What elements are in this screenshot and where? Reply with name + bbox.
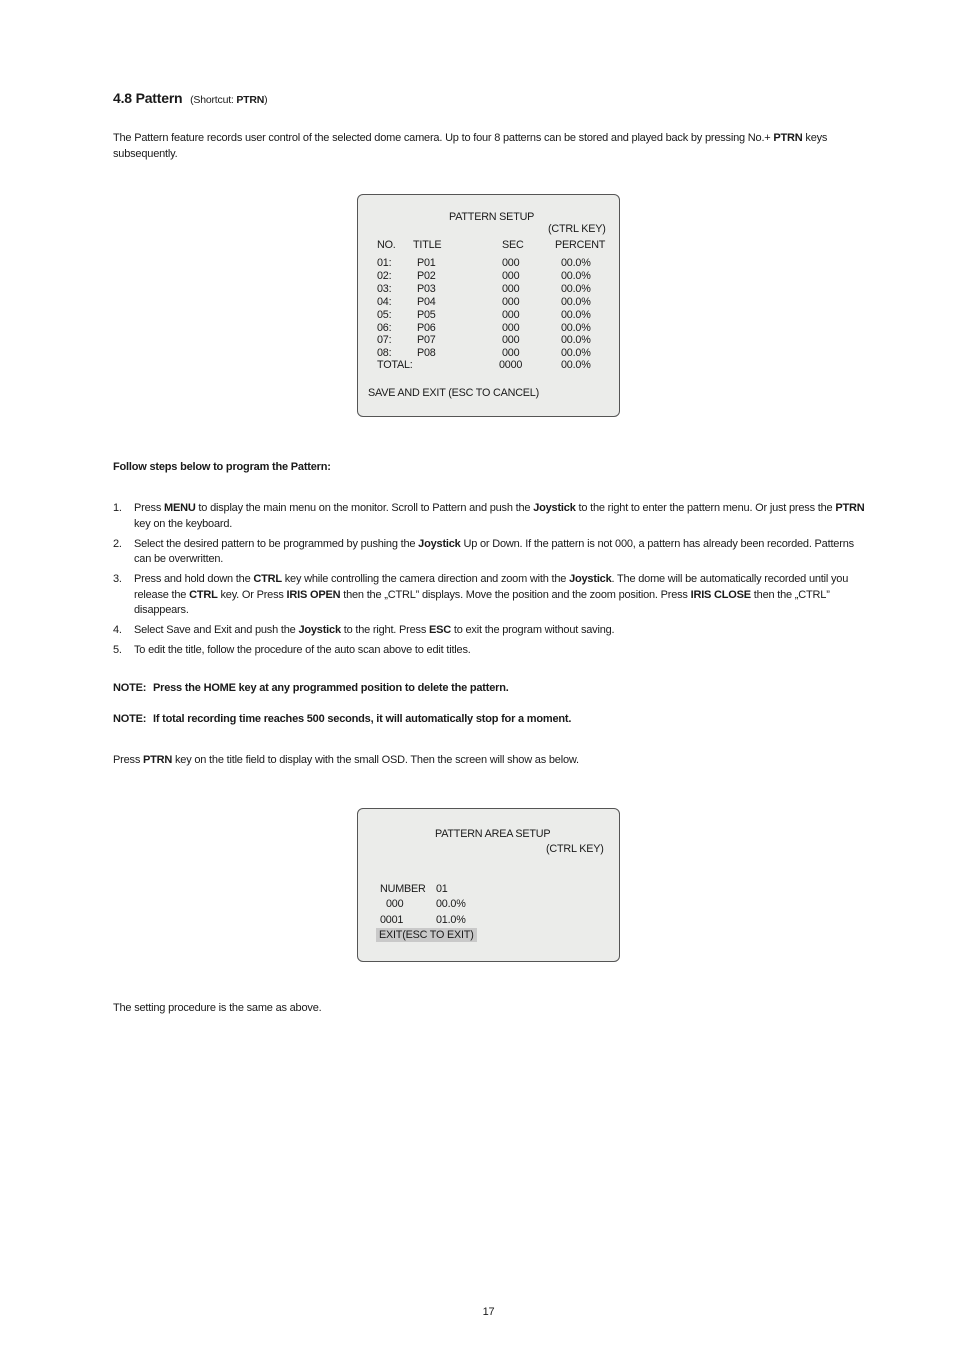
row-no: 03: — [377, 282, 392, 295]
row-sec: 000 — [502, 321, 520, 334]
row-sec: 000 — [502, 269, 520, 282]
header-percent: PERCENT — [555, 239, 606, 251]
row-percent: 00.0% — [561, 321, 591, 334]
total-percent: 00.0% — [561, 359, 591, 371]
pattern-setup-title: PATTERN SETUP — [449, 211, 535, 223]
step-keyword: MENU — [163, 502, 196, 514]
step-text: to exit the program without saving. — [451, 624, 615, 636]
row-sec: 000 — [502, 282, 520, 295]
section-number: 4.8 — [113, 90, 132, 106]
step-number: 3. — [113, 573, 122, 585]
step-keyword: ESC — [429, 624, 452, 636]
step-number: 1. — [113, 502, 122, 514]
section-title: Pattern — [135, 90, 183, 106]
steps-heading: Follow steps below to program the Pattern: — [113, 461, 331, 473]
step-text: . The dome will be automatically recorded until you release the — [134, 573, 849, 601]
step-item — [113, 643, 873, 659]
area-setup-title: PATTERN AREA SETUP — [435, 828, 551, 840]
row-sec: 000 — [502, 257, 520, 269]
step-keyword: PTRN — [835, 502, 865, 514]
page-number: 17 — [482, 1306, 495, 1318]
step-text: then the „CTRL” displays. Move the position and the zoom position. Press — [340, 588, 691, 601]
shortcut-suffix: ) — [264, 94, 268, 106]
step-number: 5. — [113, 644, 122, 656]
row-percent: 00.0% — [561, 334, 591, 347]
intro-text-b: keys subsequently. — [113, 132, 828, 160]
step-keyword: Joystick — [533, 502, 576, 514]
note-label: NOTE: — [113, 713, 147, 725]
step-text: to the right. Press — [340, 624, 429, 636]
step-text: key on the keyboard. — [134, 517, 233, 530]
note-delete — [113, 682, 509, 694]
row-percent: 00.0% — [561, 269, 591, 282]
row-sec: 000 — [502, 334, 520, 347]
header-sec: SEC — [502, 239, 524, 251]
note-text: If total recording time reaches 500 seconds, it will automatically stop for a moment. — [153, 713, 572, 725]
step-text: to display the main menu on the monitor. Scroll to Pattern and push the — [195, 502, 534, 514]
row-title: P07 — [417, 334, 436, 347]
save-exit-option: SAVE AND EXIT (ESC TO CANCEL) — [368, 387, 539, 399]
step-keyword: Joystick — [298, 624, 341, 636]
row-percent: 00.0% — [561, 347, 591, 360]
row-percent: 00.0% — [561, 295, 591, 308]
row-percent: 00.0% — [561, 257, 591, 269]
row-no: 07: — [377, 334, 392, 347]
step-number: 4. — [113, 624, 122, 636]
exit-option: EXIT(ESC TO EXIT) — [376, 928, 477, 942]
step-text: Press — [134, 502, 164, 514]
row-no: 04: — [377, 295, 392, 308]
row-sec: 000 — [502, 295, 520, 308]
step-item — [113, 623, 873, 639]
ptrn-key: PTRN — [142, 754, 173, 766]
step-item — [113, 501, 873, 532]
header-title: TITLE — [413, 239, 442, 251]
step-item — [113, 537, 873, 568]
step-item — [113, 572, 873, 619]
row-title: P02 — [417, 269, 436, 282]
pattern-setup-screen — [357, 194, 620, 417]
row-title: P03 — [417, 282, 436, 295]
row-title: P06 — [417, 321, 436, 334]
step-keyword: Joystick — [418, 537, 461, 550]
row-no: 08: — [377, 347, 392, 360]
row-sec: 000 — [502, 308, 520, 321]
step-text: key while controlling the camera direction and zoom with the — [281, 573, 570, 585]
step-number: 2. — [113, 537, 122, 550]
ptrn-text-b: key on the title field to display with the small OSD. Then the screen will show as below. — [172, 754, 579, 766]
area-row1-percent: 00.0% — [436, 898, 466, 910]
step-keyword: CTRL — [253, 573, 282, 585]
number-label: NUMBER — [380, 883, 426, 895]
row-sec: 000 — [502, 347, 520, 360]
area-setup-ctrl-key: (CTRL KEY) — [546, 843, 604, 855]
step-keyword: IRIS OPEN — [286, 588, 341, 601]
steps-list — [113, 501, 873, 663]
step-text: Select Save and Exit and push the — [134, 624, 299, 636]
row-title: P04 — [417, 295, 436, 308]
pattern-area-setup-screen — [357, 808, 620, 962]
step-text: to the right to enter the pattern menu. Or just press the — [575, 502, 836, 514]
intro-text-a: The Pattern feature records user control of the selected dome camera. Up to four 8 patterns can be stored and played back by pressing No.+ — [113, 132, 774, 144]
area-row2-percent: 01.0% — [436, 914, 466, 926]
header-no: NO. — [377, 239, 396, 251]
shortcut-key: PTRN — [236, 94, 265, 106]
note-time-limit — [113, 713, 571, 725]
step-keyword: CTRL — [189, 588, 218, 601]
row-no: 06: — [377, 321, 392, 334]
ptrn-text-a: Press — [113, 754, 143, 766]
row-percent: 00.0% — [561, 282, 591, 295]
shortcut-prefix: (Shortcut: — [190, 94, 237, 106]
area-row1-sec: 000 — [386, 898, 404, 910]
area-row2-sec: 0001 — [380, 914, 404, 926]
row-no: 01: — [377, 257, 392, 269]
closing-text: The setting procedure is the same as above. — [113, 1002, 322, 1014]
step-keyword: IRIS CLOSE — [690, 588, 751, 601]
intro-paragraph — [113, 131, 873, 162]
row-percent: 00.0% — [561, 308, 591, 321]
row-title: P08 — [417, 347, 436, 360]
row-no: 02: — [377, 269, 392, 282]
section-heading — [113, 90, 267, 106]
row-no: 05: — [377, 308, 392, 321]
step-text: Press and hold down the — [134, 573, 254, 585]
note-label: NOTE: — [113, 682, 147, 694]
pattern-setup-ctrl-key: (CTRL KEY) — [548, 223, 606, 235]
total-label: TOTAL: — [377, 359, 413, 371]
shortcut-note — [190, 94, 267, 106]
step-text: Up or Down. If the pattern is not 000, a pattern has already been recorded. Patterns can be overwritten. — [134, 537, 854, 565]
step-text: To edit the title, follow the procedure of the auto scan above to edit titles. — [134, 644, 471, 656]
row-title: P01 — [417, 257, 436, 269]
number-value: 01 — [436, 883, 448, 895]
intro-key: PTRN — [773, 132, 803, 144]
step-keyword: Joystick — [569, 573, 612, 585]
ptrn-paragraph — [113, 753, 873, 769]
step-text: then the „CTRL” disappears. — [134, 588, 830, 616]
step-text: key. Or Press — [217, 588, 287, 601]
row-title: P05 — [417, 308, 436, 321]
step-text: Select the desired pattern to be programmed by pushing the — [134, 537, 419, 550]
total-sec: 0000 — [499, 359, 523, 371]
note-text: Press the HOME key at any programmed position to delete the pattern. — [153, 682, 509, 694]
